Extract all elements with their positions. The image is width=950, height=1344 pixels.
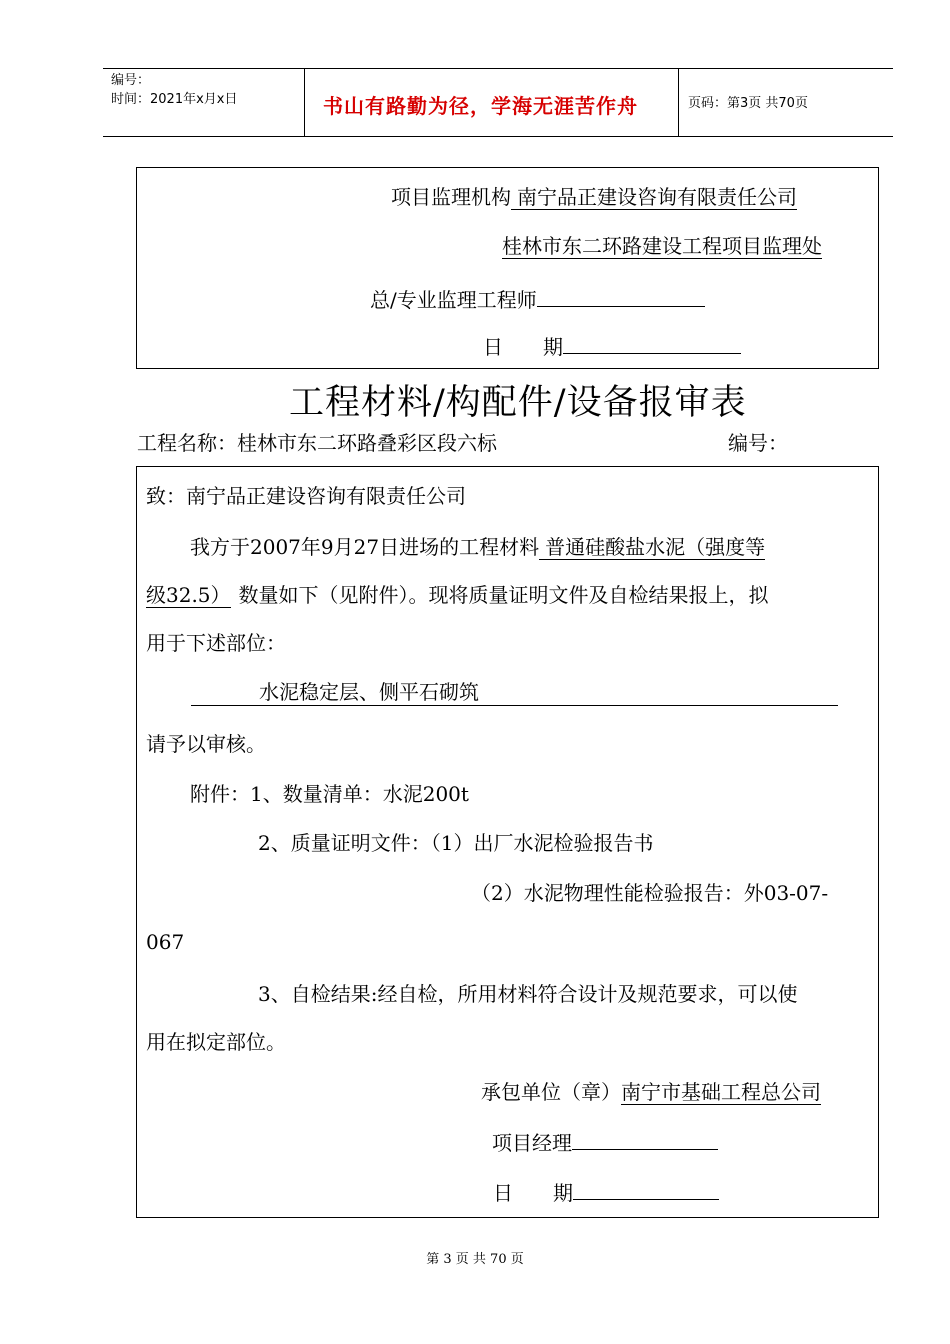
supervision-engineer-signature-line bbox=[537, 286, 705, 307]
contractor-date-line bbox=[573, 1179, 719, 1200]
material-line-1 bbox=[190, 535, 765, 560]
attachment-3-cont: 用在拟定部位。 bbox=[146, 1030, 286, 1054]
addressee: 致：南宁品正建设咨询有限责任公司 bbox=[146, 484, 466, 508]
contractor-name: 南宁市基础工程总公司 bbox=[621, 1080, 821, 1104]
submission-box bbox=[136, 466, 879, 1218]
supervision-org-sub-row bbox=[502, 234, 822, 259]
contractor-date-label: 日 期 bbox=[493, 1181, 573, 1205]
page-footer bbox=[0, 1248, 950, 1267]
usage-intro: 用于下述部位： bbox=[146, 631, 286, 655]
project-name: 工程名称：桂林市东二环路叠彩区段六标 bbox=[137, 431, 497, 455]
form-number-label: 编号： bbox=[728, 431, 788, 455]
supervision-date-line bbox=[563, 333, 741, 354]
material-name-a: 普通硅酸盐水泥（强度等 bbox=[539, 535, 765, 560]
manager-row bbox=[492, 1129, 718, 1155]
page-header bbox=[103, 68, 893, 137]
contractor-date-row bbox=[493, 1179, 719, 1205]
material-line-2 bbox=[146, 583, 769, 608]
header-motto: 书山有路勤为径，学海无涯苦作舟 bbox=[323, 94, 638, 118]
attachment-2: 2、质量证明文件：（1）出厂水泥检验报告书 bbox=[258, 831, 654, 855]
location-line bbox=[191, 680, 838, 706]
supervision-engineer-label: 总/专业监理工程师 bbox=[370, 288, 537, 312]
header-time: 时间：2021年x月x日 bbox=[111, 92, 238, 107]
manager-label: 项目经理 bbox=[492, 1131, 572, 1155]
supervision-org-label: 项目监理机构 bbox=[391, 185, 511, 209]
contractor-label: 承包单位（章） bbox=[481, 1080, 621, 1104]
footer-page-number: 第 3 页 共 70 页 bbox=[426, 1252, 524, 1267]
usage-location: 水泥稳定层、侧平石砌筑 bbox=[259, 680, 479, 704]
arrival-statement: 我方于2007年9月27日进场的工程材料 bbox=[190, 535, 540, 559]
review-request: 请予以审核。 bbox=[146, 732, 266, 756]
attachment-3: 3、自检结果:经自检，所用材料符合设计及规范要求，可以使 bbox=[258, 982, 798, 1006]
supervision-engineer-row bbox=[370, 286, 705, 312]
supervision-org-row bbox=[391, 185, 797, 210]
header-page-info: 页码：第3页 共70页 bbox=[688, 96, 808, 111]
supervision-date-label: 日 期 bbox=[483, 335, 563, 359]
attachment-2-report-cont: 067 bbox=[146, 930, 185, 954]
contractor-row bbox=[481, 1080, 821, 1105]
header-page-cell bbox=[678, 69, 893, 136]
header-meta bbox=[103, 69, 305, 136]
form-title: 工程材料/构配件/设备报审表 bbox=[289, 383, 747, 423]
attachment-2-report: （2）水泥物理性能检验报告：外03-07- bbox=[471, 881, 829, 905]
header-motto-cell bbox=[304, 69, 679, 136]
material-name-b: 级32.5） bbox=[146, 583, 231, 607]
supervision-date-row bbox=[483, 333, 741, 359]
header-number-label: 编号： bbox=[111, 73, 151, 88]
supervision-box bbox=[136, 167, 879, 369]
supervision-org-name: 南宁品正建设咨询有限责任公司 bbox=[511, 185, 797, 210]
manager-signature-line bbox=[572, 1129, 718, 1150]
quantity-statement: 数量如下（见附件）。现将质量证明文件及自检结果报上，拟 bbox=[238, 583, 769, 607]
supervision-org-sub: 桂林市东二环路建设工程项目监理处 bbox=[502, 234, 822, 258]
attachment-1: 附件：1、数量清单：水泥200t bbox=[190, 782, 469, 806]
